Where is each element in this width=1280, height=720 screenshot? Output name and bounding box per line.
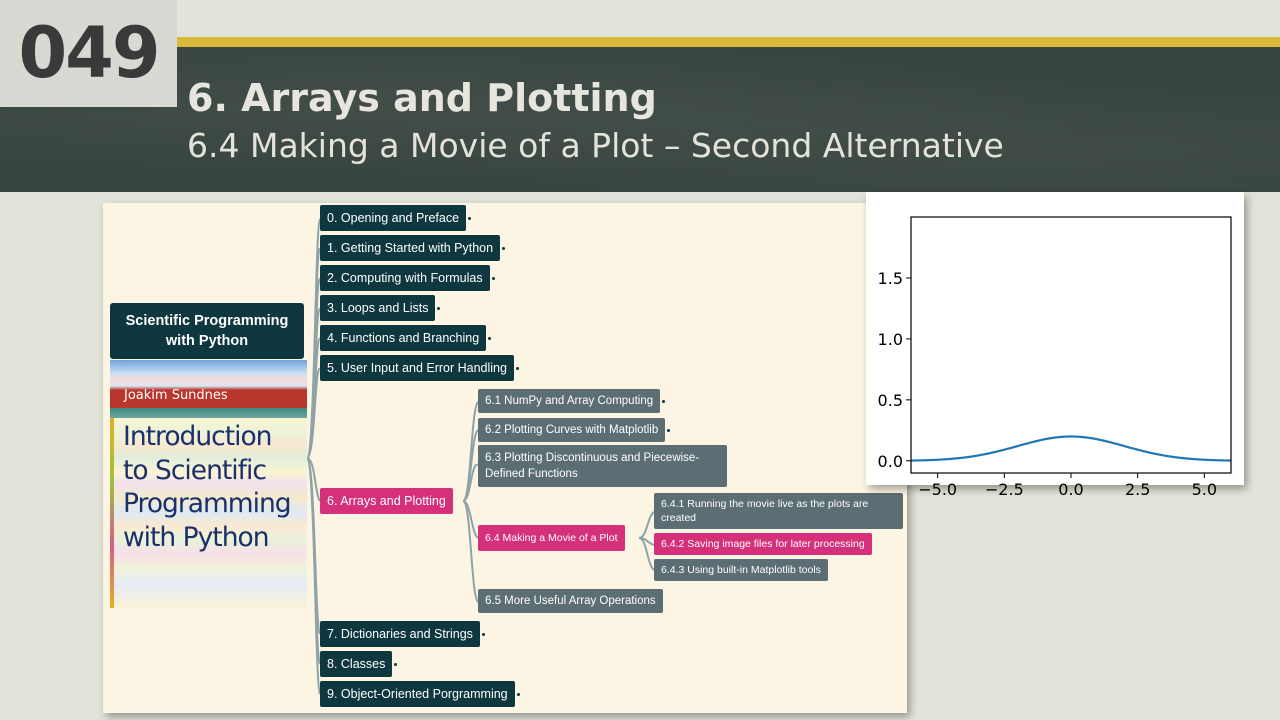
- chapter-5-node[interactable]: 5. User Input and Error Handling: [320, 355, 514, 381]
- y-tick-label: 1.5: [877, 268, 903, 288]
- mind-map: [103, 203, 907, 713]
- cover-title: Introduction to Scientific Programming with Python: [123, 421, 291, 553]
- chapter-3-node[interactable]: 3. Loops and Lists: [320, 295, 435, 321]
- cover-color-bar: [110, 418, 114, 608]
- y-tick-label: 0.0: [877, 451, 903, 471]
- subsection-6-4-2-node[interactable]: 6.4.2 Saving image files for later processing: [654, 533, 872, 555]
- y-tick-label: 1.0: [877, 329, 903, 349]
- slide-header: [0, 0, 1280, 192]
- chapter-6-node[interactable]: 6. Arrays and Plotting: [320, 488, 453, 514]
- plot-figure: [866, 192, 1244, 499]
- chapter-1-node[interactable]: 1. Getting Started with Python: [320, 235, 500, 261]
- chapter-4-node[interactable]: 4. Functions and Branching: [320, 325, 486, 351]
- line-chart: [866, 192, 1244, 499]
- slide-number: 049: [0, 0, 177, 107]
- chapter-2-node[interactable]: 2. Computing with Formulas: [320, 265, 490, 291]
- accent-line: [177, 37, 1280, 47]
- slide-subtitle: 6.4 Making a Movie of a Plot – Second Alternative: [187, 126, 1004, 165]
- x-tick-label: −5.0: [918, 480, 958, 499]
- chapter-9-node[interactable]: 9. Object-Oriented Porgramming: [320, 681, 515, 707]
- cover-author: Joakim Sundnes: [124, 388, 228, 403]
- section-6-4-node[interactable]: 6.4 Making a Movie of a Plot: [478, 525, 625, 551]
- chapter-0-node[interactable]: 0. Opening and Preface: [320, 205, 466, 231]
- x-tick-label: 2.5: [1124, 480, 1151, 499]
- section-6-2-node[interactable]: 6.2 Plotting Curves with Matplotlib: [478, 418, 665, 442]
- chapter-8-node[interactable]: 8. Classes: [320, 651, 392, 677]
- y-tick-label: 0.5: [877, 390, 903, 410]
- plot-axes-frame: [911, 217, 1231, 473]
- book-cover-image: [110, 360, 307, 608]
- subsection-6-4-3-node[interactable]: 6.4.3 Using built-in Matplotlib tools: [654, 559, 828, 581]
- x-tick-label: 5.0: [1191, 480, 1218, 499]
- series-line-gaussian: [911, 436, 1231, 460]
- chapter-7-node[interactable]: 7. Dictionaries and Strings: [320, 621, 480, 647]
- subsection-6-4-1-node[interactable]: 6.4.1 Running the movie live as the plots are created: [654, 493, 903, 529]
- book-title-label[interactable]: Scientific Programming with Python: [110, 303, 304, 359]
- x-tick-label: −2.5: [984, 480, 1024, 499]
- section-6-1-node[interactable]: 6.1 NumPy and Array Computing: [478, 389, 660, 413]
- slide-title: 6. Arrays and Plotting: [187, 76, 657, 120]
- section-6-3-node[interactable]: 6.3 Plotting Discontinuous and Piecewise-Defined Functions: [478, 445, 727, 487]
- x-tick-label: 0.0: [1058, 480, 1084, 499]
- section-6-5-node[interactable]: 6.5 More Useful Array Operations: [478, 589, 663, 613]
